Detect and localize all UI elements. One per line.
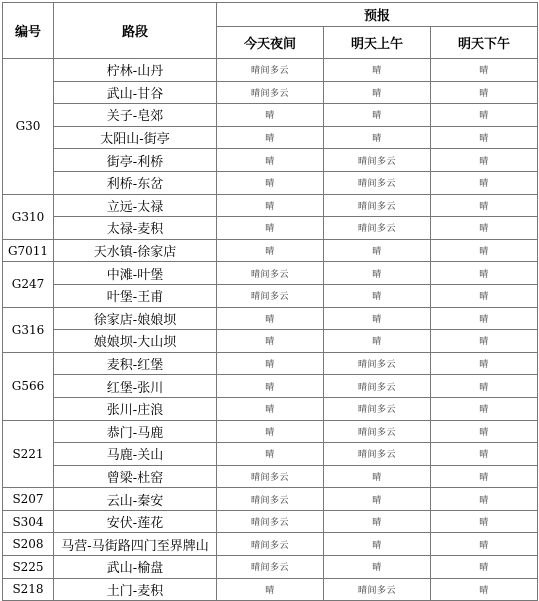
forecast-tonight-cell: 晴	[217, 217, 324, 240]
forecast-tonight-cell: 晴	[217, 443, 324, 466]
forecast-morning-cell: 晴	[324, 262, 431, 285]
forecast-table	[2, 2, 538, 601]
forecast-tonight-cell: 晴	[217, 194, 324, 217]
forecast-afternoon-cell: 晴	[431, 578, 538, 601]
forecast-afternoon-cell: 晴	[431, 465, 538, 488]
forecast-morning-cell: 晴	[324, 510, 431, 533]
table-row	[3, 59, 538, 82]
header-code: 编号	[3, 3, 54, 59]
table-row	[3, 578, 538, 601]
segment-cell: 张川-庄浪	[54, 397, 217, 420]
table-row	[3, 284, 538, 307]
forecast-morning-cell: 晴	[324, 465, 431, 488]
header-segment: 路段	[54, 3, 217, 59]
forecast-tonight-cell: 晴	[217, 239, 324, 262]
forecast-morning-cell: 晴	[324, 284, 431, 307]
table-row	[3, 352, 538, 375]
forecast-tonight-cell: 晴	[217, 420, 324, 443]
segment-cell: 云山-秦安	[54, 488, 217, 511]
table-row	[3, 194, 538, 217]
table-row	[3, 420, 538, 443]
route-code-cell: G316	[3, 307, 54, 352]
table-row	[3, 397, 538, 420]
route-code-cell: G30	[3, 59, 54, 195]
segment-cell: 武山-榆盘	[54, 556, 217, 579]
segment-cell: 恭门-马鹿	[54, 420, 217, 443]
route-code-cell: S218	[3, 578, 54, 601]
forecast-afternoon-cell: 晴	[431, 488, 538, 511]
segment-cell: 徐家店-娘娘坝	[54, 307, 217, 330]
table-row	[3, 149, 538, 172]
table-row	[3, 330, 538, 353]
forecast-morning-cell: 晴间多云	[324, 217, 431, 240]
forecast-afternoon-cell: 晴	[431, 533, 538, 556]
table-row	[3, 104, 538, 127]
table-body	[3, 59, 538, 601]
header-period-afternoon: 明天下午	[431, 27, 538, 59]
forecast-tonight-cell: 晴间多云	[217, 81, 324, 104]
forecast-afternoon-cell: 晴	[431, 397, 538, 420]
table-row	[3, 171, 538, 194]
forecast-afternoon-cell: 晴	[431, 556, 538, 579]
forecast-morning-cell: 晴间多云	[324, 397, 431, 420]
forecast-morning-cell: 晴	[324, 556, 431, 579]
table-row	[3, 262, 538, 285]
table-row	[3, 81, 538, 104]
table-header	[3, 3, 538, 59]
forecast-tonight-cell: 晴间多云	[217, 488, 324, 511]
segment-cell: 马鹿-关山	[54, 443, 217, 466]
table-row	[3, 533, 538, 556]
route-code-cell: G310	[3, 194, 54, 239]
forecast-afternoon-cell: 晴	[431, 307, 538, 330]
forecast-morning-cell: 晴间多云	[324, 578, 431, 601]
forecast-afternoon-cell: 晴	[431, 420, 538, 443]
table-row	[3, 375, 538, 398]
forecast-tonight-cell: 晴间多云	[217, 284, 324, 307]
table-row	[3, 443, 538, 466]
forecast-afternoon-cell: 晴	[431, 171, 538, 194]
forecast-tonight-cell: 晴	[217, 578, 324, 601]
route-code-cell: G566	[3, 352, 54, 420]
segment-cell: 曾梁-杜窑	[54, 465, 217, 488]
forecast-morning-cell: 晴	[324, 330, 431, 353]
forecast-tonight-cell: 晴	[217, 330, 324, 353]
table-row	[3, 465, 538, 488]
forecast-morning-cell: 晴间多云	[324, 443, 431, 466]
segment-cell: 安伏-莲花	[54, 510, 217, 533]
forecast-afternoon-cell: 晴	[431, 126, 538, 149]
route-code-cell: S304	[3, 510, 54, 533]
forecast-morning-cell: 晴间多云	[324, 149, 431, 172]
header-period-morning: 明天上午	[324, 27, 431, 59]
forecast-morning-cell: 晴	[324, 126, 431, 149]
forecast-afternoon-cell: 晴	[431, 375, 538, 398]
forecast-tonight-cell: 晴	[217, 126, 324, 149]
table-row	[3, 239, 538, 262]
route-code-cell: G247	[3, 262, 54, 307]
segment-cell: 利桥-东岔	[54, 171, 217, 194]
segment-cell: 太禄-麦积	[54, 217, 217, 240]
forecast-afternoon-cell: 晴	[431, 262, 538, 285]
forecast-morning-cell: 晴	[324, 239, 431, 262]
route-code-cell: G7011	[3, 239, 54, 262]
route-code-cell: S225	[3, 556, 54, 579]
segment-cell: 红堡-张川	[54, 375, 217, 398]
table-row	[3, 307, 538, 330]
forecast-afternoon-cell: 晴	[431, 81, 538, 104]
forecast-morning-cell: 晴	[324, 81, 431, 104]
forecast-afternoon-cell: 晴	[431, 59, 538, 82]
table-row	[3, 488, 538, 511]
segment-cell: 娘娘坝-大山坝	[54, 330, 217, 353]
route-code-cell: S207	[3, 488, 54, 511]
forecast-morning-cell: 晴间多云	[324, 194, 431, 217]
forecast-tonight-cell: 晴间多云	[217, 556, 324, 579]
forecast-afternoon-cell: 晴	[431, 149, 538, 172]
segment-cell: 柠林-山丹	[54, 59, 217, 82]
forecast-morning-cell: 晴	[324, 488, 431, 511]
header-period-tonight: 今天夜间	[217, 27, 324, 59]
forecast-morning-cell: 晴	[324, 104, 431, 127]
segment-cell: 天水镇-徐家店	[54, 239, 217, 262]
table-row	[3, 510, 538, 533]
route-code-cell: S221	[3, 420, 54, 488]
forecast-afternoon-cell: 晴	[431, 217, 538, 240]
segment-cell: 土门-麦积	[54, 578, 217, 601]
forecast-afternoon-cell: 晴	[431, 443, 538, 466]
forecast-afternoon-cell: 晴	[431, 330, 538, 353]
segment-cell: 街亭-利桥	[54, 149, 217, 172]
forecast-morning-cell: 晴间多云	[324, 375, 431, 398]
segment-cell: 武山-甘谷	[54, 81, 217, 104]
segment-cell: 麦积-红堡	[54, 352, 217, 375]
forecast-tonight-cell: 晴	[217, 352, 324, 375]
segment-cell: 马营-马街路四门至界牌山	[54, 533, 217, 556]
forecast-tonight-cell: 晴间多云	[217, 465, 324, 488]
forecast-tonight-cell: 晴	[217, 375, 324, 398]
table-row	[3, 556, 538, 579]
forecast-afternoon-cell: 晴	[431, 510, 538, 533]
segment-cell: 关子-皂郊	[54, 104, 217, 127]
forecast-morning-cell: 晴	[324, 59, 431, 82]
forecast-tonight-cell: 晴	[217, 307, 324, 330]
forecast-tonight-cell: 晴间多云	[217, 59, 324, 82]
forecast-morning-cell: 晴	[324, 533, 431, 556]
route-code-cell: S208	[3, 533, 54, 556]
segment-cell: 中滩-叶堡	[54, 262, 217, 285]
header-forecast: 预报	[217, 3, 538, 27]
forecast-morning-cell: 晴间多云	[324, 420, 431, 443]
segment-cell: 太阳山-街亭	[54, 126, 217, 149]
forecast-afternoon-cell: 晴	[431, 352, 538, 375]
forecast-tonight-cell: 晴	[217, 397, 324, 420]
forecast-tonight-cell: 晴间多云	[217, 510, 324, 533]
forecast-afternoon-cell: 晴	[431, 239, 538, 262]
forecast-tonight-cell: 晴	[217, 171, 324, 194]
table-row	[3, 126, 538, 149]
forecast-morning-cell: 晴间多云	[324, 352, 431, 375]
table-row	[3, 217, 538, 240]
forecast-morning-cell: 晴	[324, 307, 431, 330]
forecast-afternoon-cell: 晴	[431, 104, 538, 127]
forecast-tonight-cell: 晴	[217, 104, 324, 127]
forecast-tonight-cell: 晴间多云	[217, 533, 324, 556]
forecast-tonight-cell: 晴间多云	[217, 262, 324, 285]
forecast-afternoon-cell: 晴	[431, 284, 538, 307]
segment-cell: 立远-太禄	[54, 194, 217, 217]
forecast-morning-cell: 晴间多云	[324, 171, 431, 194]
segment-cell: 叶堡-王甫	[54, 284, 217, 307]
forecast-tonight-cell: 晴	[217, 149, 324, 172]
forecast-afternoon-cell: 晴	[431, 194, 538, 217]
